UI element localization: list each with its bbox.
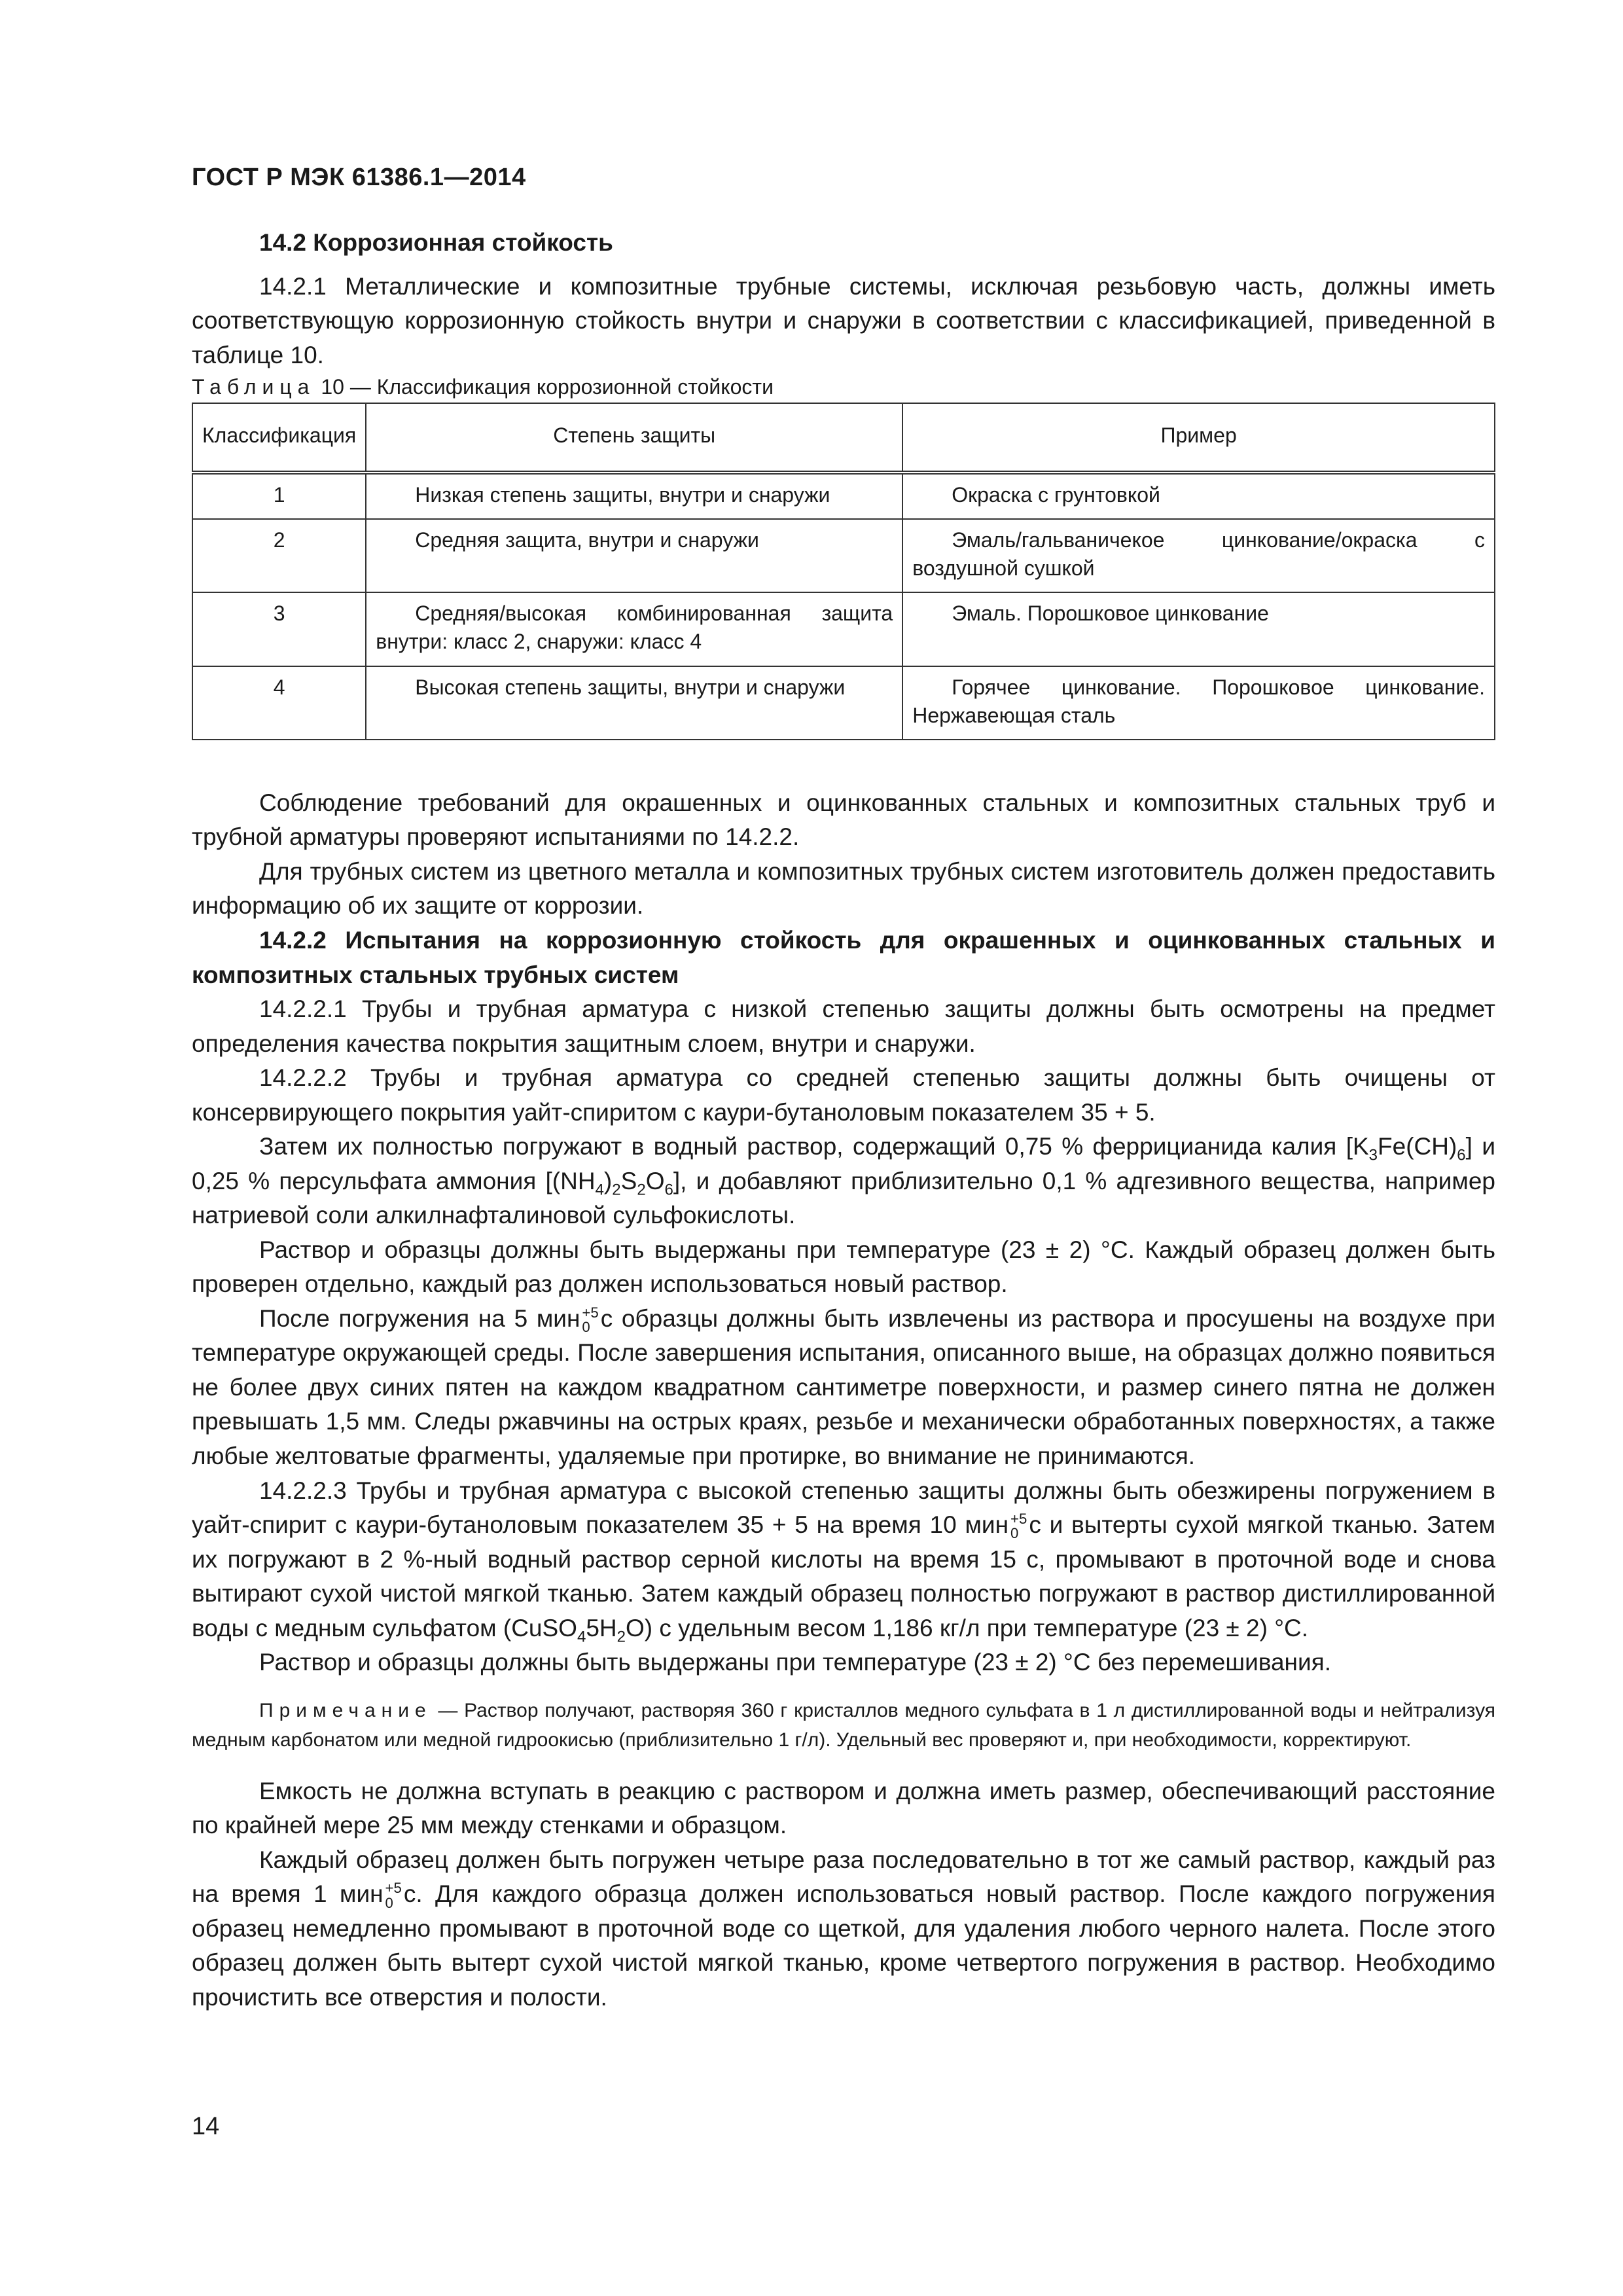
- text-run: Fe(CH): [1378, 1133, 1457, 1160]
- paragraph-hold: Раствор и образцы должны быть выдержаны при температуре (23 ± 2) °С без перемешивания.: [259, 1649, 1331, 1676]
- note-label: Примечание: [259, 1699, 432, 1721]
- classification-cell: 3: [192, 592, 366, 666]
- text-run: с. Для каждого образца должен использоваться новый раствор. После каждого погружения образец немедленно промывают в проточной воде со щеткой, для удаления любого черного налета. После этого образец должен быть вытерт сухой чистой мягкой тканью, кроме четвертого погружения в раствор. Необходимо прочистить все отверстия и полости.: [192, 1880, 1495, 2011]
- classification-cell: 2: [192, 519, 366, 592]
- table-row: [192, 666, 1495, 740]
- text-run: 14.2.2.3 Трубы и трубная арматура с высокой степенью защиты должны быть обезжирены погружением в уайт-спирит с каури-бутаноловым показателем 35 + 5 на время 10 мин: [192, 1477, 1495, 1539]
- tolerance-lower: 0: [1010, 1525, 1019, 1542]
- text-run: O: [645, 1167, 665, 1194]
- section-title: 14.2 Коррозионная стойкость: [259, 229, 613, 256]
- paragraph-compliance: Соблюдение требований для окрашенных и оцинкованных стальных и композитных стальных труб и трубной арматуры проверяют испытаниями по 14.2.2.: [192, 789, 1495, 851]
- text-run: ] и 0,25 % персульфата аммония [(NH: [192, 1133, 1495, 1194]
- page-content: [192, 226, 1495, 2015]
- paragraph-each-sample: [192, 1843, 1495, 2015]
- text-run: Затем их полностью погружают в водный раствор, содержащий 0,75 % феррицианида калия [K: [259, 1133, 1369, 1160]
- paragraph-nonferrous: Для трубных систем из цветного металла и композитных трубных систем изготовитель должен предоставить информацию об их защите от коррозии.: [192, 857, 1495, 920]
- tolerance: [1010, 1512, 1027, 1541]
- text-run: Каждый образец должен быть погружен четыре раза последовательно в тот же самый раствор, каждый раз на время 1 мин: [192, 1846, 1495, 1908]
- subscript: 4: [595, 1181, 604, 1199]
- text-run: с и вытерты сухой мягкой тканью. Затем их погружают в 2 %-ный водный раствор серной кислоты на время 15 с, промывают в проточной воде и снова вытирают сухой чистой мягкой тканью. Затем каждый образец полностью погружают в раствор дистиллированной воды с медным сульфатом (CuSO: [192, 1511, 1495, 1641]
- paragraph-14-2-1: 14.2.1 Металлические и композитные трубные системы, исключая резьбовую часть, должны иметь соответствующую коррозионную стойкость внутри и снаружи в соответствии с классификацией, приведенной в таблице 10.: [192, 272, 1495, 368]
- text-run: ): [603, 1167, 613, 1194]
- page-number: 14: [192, 2113, 220, 2140]
- document-header: ГОСТ Р МЭК 61386.1—2014: [192, 164, 526, 191]
- note: [192, 1696, 1495, 1755]
- header-classification: Классификация: [192, 403, 366, 473]
- paragraph-14-2-2-2: 14.2.2.2 Трубы и трубная арматура со средней степенью защиты должны быть очищены от консервирующего покрытия уайт-спиритом с каури-бутаноловым показателем 35 + 5.: [192, 1064, 1495, 1126]
- degree-cell: Средняя защита, внутри и снаружи: [366, 519, 902, 592]
- table-row: [192, 519, 1495, 592]
- example-cell: Эмаль. Порошковое цинкование: [902, 592, 1495, 666]
- text-run: ], и добавляют приблизительно 0,1 % адгезивного вещества, например натриевой соли алкилнафталиновой сульфокислоты.: [192, 1167, 1495, 1229]
- text-run: После погружения на 5 мин: [259, 1304, 580, 1332]
- degree-cell: Средняя/высокая комбинированная защита внутри: класс 2, снаружи: класс 4: [366, 592, 902, 666]
- paragraph-temperature: Раствор и образцы должны быть выдержаны при температуре (23 ± 2) °С. Каждый образец должен быть проверен отдельно, каждый раз должен использоваться новый раствор.: [192, 1236, 1495, 1298]
- degree-cell: Высокая степень защиты, внутри и снаружи: [366, 666, 902, 740]
- table-row: [192, 592, 1495, 666]
- subscript: 2: [612, 1181, 621, 1199]
- note-text: — Раствор получают, растворяя 360 г кристаллов медного сульфата в 1 л дистиллированной воды и нейтрализуя медным карбонатом или медной гидроокисью (приблизительно 1 г/л). Удельный вес проверяют и, при необходимости, корректируют.: [192, 1699, 1495, 1751]
- text-run: с образцы должны быть извлечены из раствора и просушены на воздухе при температуре окружающей среды. После завершения испытания, описанного выше, на образцах должно появиться не более двух синих пятен на каждом квадратном сантиметре поверхности, и размер синего пятна не должен превышать 1,5 мм. Следы ржавчины на острых краях, резьбе и механически обработанных поверхностях, а также любые желтоватые фрагменты, удаляемые при протирке, во внимание не принимаются.: [192, 1304, 1495, 1469]
- text-run: 5H: [586, 1614, 617, 1641]
- tolerance-upper: +5: [582, 1304, 599, 1321]
- tolerance: [385, 1881, 402, 1910]
- subsection-title-14-2-2: 14.2.2 Испытания на коррозионную стойкость для окрашенных и оцинкованных стальных и композитных стальных трубных систем: [192, 927, 1495, 988]
- paragraph-14-2-2-3: [192, 1474, 1495, 1646]
- example-cell: Окраска с грунтовкой: [902, 473, 1495, 519]
- table-caption-label: Таблица: [192, 375, 315, 399]
- table-caption-text: 10 — Классификация коррозионной стойкости: [321, 375, 774, 399]
- subscript: 6: [1457, 1146, 1466, 1164]
- degree-cell: Низкая степень защиты, внутри и снаружи: [366, 473, 902, 519]
- subscript: 2: [616, 1628, 626, 1646]
- table-header-row: [192, 403, 1495, 473]
- tolerance-upper: +5: [1010, 1511, 1027, 1528]
- example-cell: Горячее цинкование. Порошковое цинкование. Нержавеющая сталь: [902, 666, 1495, 740]
- tolerance-upper: +5: [385, 1880, 402, 1897]
- subscript: 4: [577, 1628, 586, 1646]
- tolerance-lower: 0: [582, 1319, 590, 1336]
- subscript: 3: [1368, 1146, 1378, 1164]
- table-row: [192, 473, 1495, 519]
- tolerance: [582, 1306, 598, 1335]
- corrosion-classification-table: [192, 403, 1495, 740]
- header-example: Пример: [902, 403, 1495, 473]
- subscript: 6: [664, 1181, 673, 1199]
- paragraph-14-2-2-1: 14.2.2.1 Трубы и трубная арматура с низкой степенью защиты должны быть осмотрены на предмет определения качества покрытия защитным слоем, внутри и снаружи.: [192, 996, 1495, 1057]
- header-degree: Степень защиты: [366, 403, 902, 473]
- table-caption: [192, 372, 1495, 402]
- classification-cell: 4: [192, 666, 366, 740]
- paragraph-solution: [192, 1130, 1495, 1233]
- text-run: S: [620, 1167, 637, 1194]
- text-run: O) с удельным весом 1,186 кг/л при температуре (23 ± 2) °С.: [626, 1614, 1308, 1641]
- tolerance-lower: 0: [385, 1894, 393, 1911]
- example-cell: Эмаль/гальваничекое цинкование/окраска с воздушной сушкой: [902, 519, 1495, 592]
- subscript: 2: [637, 1181, 646, 1199]
- paragraph-immersion: [192, 1302, 1495, 1474]
- classification-cell: 1: [192, 473, 366, 519]
- paragraph-vessel: Емкость не должна вступать в реакцию с раствором и должна иметь размер, обеспечивающий расстояние по крайней мере 25 мм между стенками и образцом.: [192, 1777, 1495, 1839]
